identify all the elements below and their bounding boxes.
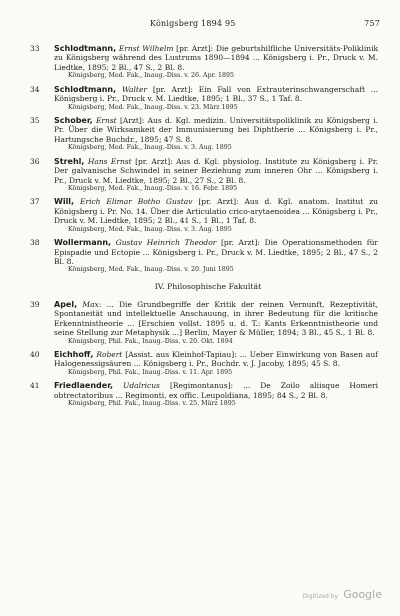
entry-given-name: Robert bbox=[96, 350, 123, 360]
entry-given-name: Erich Elimar Botho Gustav bbox=[80, 197, 193, 207]
running-head bbox=[0, 19, 400, 33]
entry-note: Königsberg, Med. Fak., Inaug.-Diss. v. 26. Apr. 1895 bbox=[68, 72, 234, 80]
entry-author: Friedlaender, bbox=[54, 381, 114, 391]
entry-note: Königsberg, Med. Fak., Inaug.-Diss. v. 20. Juni 1895 bbox=[68, 266, 234, 274]
entry-body bbox=[54, 197, 378, 225]
entry-33 bbox=[30, 44, 379, 81]
entry-38 bbox=[30, 238, 378, 275]
entry-number: 33 bbox=[30, 44, 40, 53]
entry-given-name: Walter bbox=[122, 84, 147, 94]
entry-note: Königsberg, Med. Fak., Inaug.-Diss. v. 23. März 1895 bbox=[68, 103, 238, 111]
entry-note: Königsberg, Med. Fak., Inaug.-Diss. v. 3. Aug. 1895 bbox=[68, 225, 232, 233]
entry-number: 35 bbox=[30, 116, 40, 126]
entry-author: Schlodtmann, bbox=[54, 84, 117, 94]
entry-given-name: Gustav Heinrich Theodor bbox=[115, 238, 217, 248]
entry-given-name: Ernst bbox=[95, 116, 117, 126]
entry-author: Strehl, bbox=[54, 156, 85, 166]
entry-text: [pr. Arzt]: Aus d. Kgl. physiolog. Institute zu Königsberg i. Pr. Der galvanische Schwindel in seiner Beziehung zum inneren Ohr ... Königsberg i. Pr., Druck v. M. Liedtke, 1895; 2 Bl., 27 S., 2 Bl. 8. bbox=[54, 156, 378, 185]
entry-body bbox=[54, 381, 378, 400]
google-logo: Google bbox=[343, 588, 382, 601]
entry-41 bbox=[30, 381, 378, 408]
entry-body bbox=[54, 300, 378, 338]
entry-text: [Regimontanus]: ... De Zoilo aliisque Homeri obtrectatoribus ... Regimonti, ex offic. Leupoldiana, 1895; 84 S., 2 Bl. 8. bbox=[54, 381, 378, 400]
entry-given-name: Hans Ernst bbox=[87, 156, 132, 166]
entry-39 bbox=[30, 299, 378, 346]
entry-note: Königsberg, Med. Fak., Inaug.-Diss. v. 16. Febr. 1895 bbox=[68, 184, 238, 192]
entry-body bbox=[54, 44, 378, 72]
entry-35 bbox=[30, 116, 378, 153]
entry-number: 38 bbox=[30, 238, 40, 248]
entry-note: Königsberg, Phil. Fak., Inaug.-Diss. v. 20. Okt. 1894 bbox=[68, 337, 233, 345]
entry-40 bbox=[30, 350, 378, 377]
entry-body bbox=[54, 350, 378, 369]
entry-note: Königsberg, Phil. Fak., Inaug.-Diss. v. 11. Apr. 1895 bbox=[68, 368, 233, 376]
page-number: 757 bbox=[364, 19, 380, 28]
entry-text: [pr. Arzt]: Ein Fall von Extrauterinschwangerschaft ... Königsberg i. Pr., Druck v. M. Liedtke, 1895; 1 Bl., 37 S., 1 Taf. 8. bbox=[54, 84, 378, 104]
entry-body bbox=[54, 116, 378, 144]
entry-text: [Arzt]: Aus d. Kgl. medizin. Universitätspoliklinik zu Königsberg i. Pr. Über die Wirksamkeit der Immunisierung bei Diphtherie ... Königsberg i. Pr., Hartungsche Buchdr., 1895; 47 S. 8. bbox=[54, 116, 378, 144]
entry-author: Schober, bbox=[54, 116, 93, 126]
entry-author: Apel, bbox=[54, 299, 78, 309]
entry-37 bbox=[30, 197, 378, 234]
entry-number: 34 bbox=[30, 84, 40, 94]
entry-number: 39 bbox=[30, 299, 40, 309]
running-title: Königsberg 1894 95 bbox=[150, 19, 236, 28]
watermark-small-text: Digitized by bbox=[302, 593, 339, 600]
entry-text: [pr. Arzt]: Die geburtshilfliche Universitäts-Poliklinik zu Königsberg während des Lustrums 1890—1894 ... Königsberg i. Pr., Druck v. M. Liedtke, 1895; 2 Bl., 47 S., 2 Bl. 8. bbox=[54, 44, 379, 72]
entry-number: 41 bbox=[30, 381, 40, 391]
entry-list bbox=[30, 44, 379, 413]
section-heading: IV. Philosophische Fakultät bbox=[154, 281, 262, 291]
entry-body bbox=[54, 157, 378, 185]
entry-text: [pr. Arzt]: Aus d. Kgl. anatom. Institut zu Königsberg i. Pr. No. 14. Über die Articulatio crico-arytaenoidea ... Königsberg i. Pr., Druck v. M. Liedtke, 1895; 2 Bl., 41 S., 1 Bl., 1 Taf. 8. bbox=[54, 197, 378, 226]
entry-given-name: Max bbox=[82, 299, 99, 309]
entry-36 bbox=[30, 156, 378, 194]
entry-34 bbox=[30, 84, 378, 112]
entry-text: [Assist. aus Kleinhof-Tapiau]: ... Ueber Einwirkung von Basen auf Halogenessigsäuren ... Königsberg i. Pr., Buchdr. v. J. Jacoby, 1895; 45 S. 8. bbox=[54, 350, 378, 369]
entry-given-name: Ernst Wilhelm bbox=[118, 44, 174, 53]
entry-note: Königsberg, Med. Fak., Inaug.-Diss. v. 3. Aug. 1895 bbox=[68, 144, 232, 152]
entry-body bbox=[54, 238, 378, 266]
entry-text: : ... Die Grundbegriffe der Kritik der reinen Vernunft, Rezeptivität, Spontaneität und intellektuelle Anschauung, in ihrer Bedeutung für die kritische Erkenntnistheorie ... [Erschien vollst. 1895 u. d. T.: Kants Erkenntnistheorie und seine Stellung zur Metaphysik ...] Berlin, Mayer & Müller, 1894; 3 Bl., 45 S., 1 Bl. 8. bbox=[54, 299, 378, 338]
entry-note: Königsberg, Phil. Fak., Inaug.-Diss. v. 25. März 1895 bbox=[68, 400, 236, 408]
entry-author: Eichhoff, bbox=[54, 350, 94, 360]
entry-body bbox=[54, 85, 378, 104]
entry-number: 36 bbox=[30, 156, 40, 166]
entry-given-name: Udalricus bbox=[123, 381, 160, 391]
entry-text: [pr. Arzt]: Die Operationsmethoden für Epispadie und Ectopie ... Königsberg i. Pr., Druck v. M. Liedtke, 1895; 2 Bl., 47 S., 2 Bl. 8. bbox=[54, 238, 378, 266]
entry-author: Wollermann, bbox=[54, 238, 112, 248]
entry-author: Will, bbox=[54, 197, 75, 207]
entry-author: Schlodtmann, bbox=[54, 44, 117, 53]
google-watermark bbox=[302, 583, 382, 602]
entry-number: 40 bbox=[30, 350, 40, 360]
entry-number: 37 bbox=[30, 197, 40, 207]
